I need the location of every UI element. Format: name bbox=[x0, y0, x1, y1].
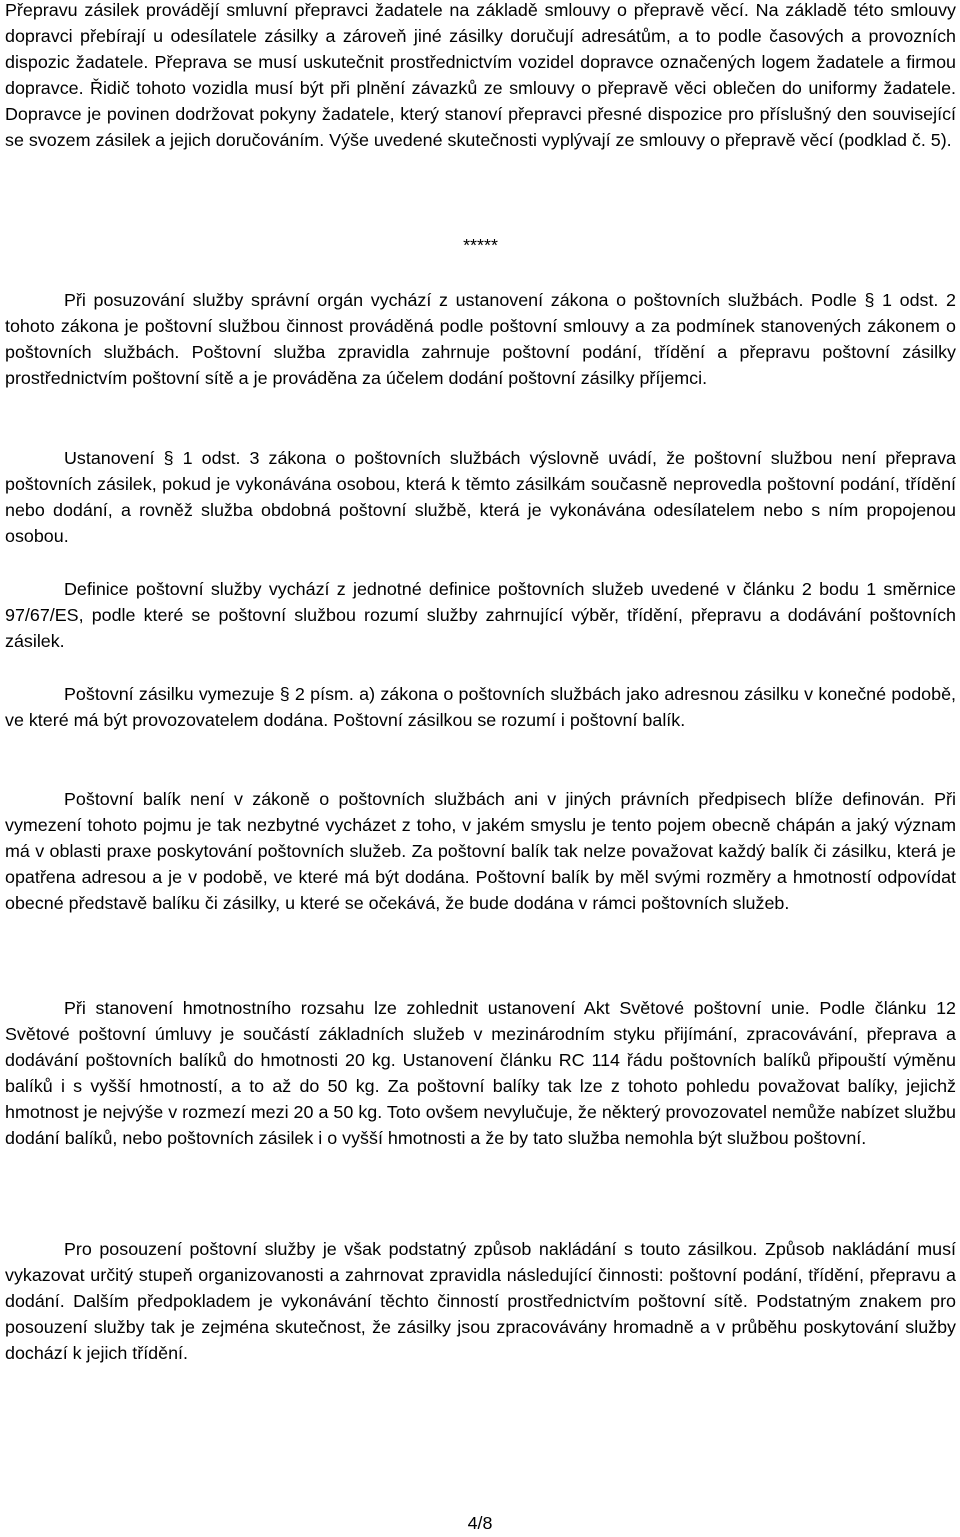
paragraph-directive-definition: Definice poštovní služby vychází z jednotné definice poštovních služeb uvedené v článku 2 bodu 1 směrnice 97/67/ES, podle které se poštovní službou rozumí služby zahrnující výběr, třídění, přepravu a dodávání poštovních zásilek. bbox=[5, 579, 956, 651]
section-separator: ***** bbox=[463, 235, 498, 255]
paragraph-postal-parcel: Poštovní balík není v zákoně o poštovních službách ani v jiných právních předpisech blíže definován. Při vymezení tohoto pojmu je tak nezbytné vycházet z toho, v jakém smyslu je tento pojem obecně chápán a jaký význam má v oblasti praxe poskytování poštovních služeb. Za poštovní balík tak nelze považovat každý balík či zásilku, která je opatřena adresou a je v podobě, ve které má být dodána. Poštovní balík by měl svými rozměry a hmotností odpovídat obecné představě balíku či zásilky, u které se očekává, že bude dodána v rámci poštovních služeb. bbox=[5, 789, 956, 913]
paragraph-postal-service-exclusion: Ustanovení § 1 odst. 3 zákona o poštovních službách výslovně uvádí, že poštovní službou není přeprava poštovních zásilek, pokud je vykonávána osobou, která k těmto zásilkám současně neprovedla poštovní podání, třídění nebo dodání, a rovněž služba obdobná poštovní službě, která je vykonávána odesílatelem nebo s ním propojenou osobou. bbox=[5, 448, 956, 546]
page-number: 4/8 bbox=[467, 1513, 493, 1533]
paragraph-postal-item: Poštovní zásilku vymezuje § 2 písm. a) zákona o poštovních službách jako adresnou zásilku v konečné podobě, ve které má být provozovatelem dodána. Poštovní zásilkou se rozumí i poštovní balík. bbox=[5, 684, 956, 730]
paragraph-postal-service-definition: Při posuzování služby správní orgán vychází z ustanovení zákona o poštovních službách. Podle § 1 odst. 2 tohoto zákona je poštovní službou činnost prováděná podle poštovní smlouvy a za podmínek stanovených zákonem o poštovních službách. Poštovní služba zpravidla zahrnuje poštovní podání, třídění a přepravu poštovní zásilky prostřednictvím poštovní sítě a je prováděna za účelem dodání poštovní zásilky příjemci. bbox=[5, 290, 956, 388]
paragraph-carrier-transport: Přepravu zásilek provádějí smluvní přepravci žadatele na základě smlouvy o přepravě věcí. Na základě této smlouvy dopravci přebírají u odesílatele zásilky a zároveň jiné zásilky doručují adresátům, a to podle časových a provozních dispozic žadatele. Přeprava se musí uskutečnit prostřednictvím vozidel dopravce označených logem žadatele a firmou dopravce. Řidič tohoto vozidla musí být při plnění závazků ze smlouvy o přepravě věci oblečen do uniformy žadatele. Dopravce je povinen dodržovat pokyny žadatele, který stanoví přepravci přesné dispozice pro příslušný den související se svozem zásilek a jejich doručováním. Výše uvedené skutečnosti vyplývají ze smlouvy o přepravě věcí (podklad č. 5). bbox=[5, 0, 956, 150]
paragraph-weight-range: Při stanovení hmotnostního rozsahu lze zohlednit ustanovení Akt Světové poštovní unie. Podle článku 12 Světové poštovní úmluvy je součástí základních služeb v mezinárodním styku přijímání, zpracovávání, přeprava a dodávání poštovních balíků do hmotnosti 20 kg. Ustanovení článku RC 114 řádu poštovních balíků připouští výměnu balíků i s vyšší hmotností, a to až do 50 kg. Za poštovní balíky tak lze z tohoto pohledu považovat balíky, jejichž hmotnost je nejvýše v rozmezí mezi 20 a 50 kg. Toto ovšem nevylučuje, že některý provozovatel nemůže nabízet službu dodání balíků, nebo poštovních zásilek i o vyšší hmotnosti a že by tato služba nemohla být službou poštovní. bbox=[5, 998, 956, 1148]
paragraph-assessment: Pro posouzení poštovní služby je však podstatný způsob nakládání s touto zásilkou. Způsob nakládání musí vykazovat určitý stupeň organizovanosti a zahrnovat zpravidla následující činnosti: poštovní podání, třídění, přepravu a dodání. Dalším předpokladem je vykonávání těchto činností prostřednictvím poštovní sítě. Podstatným znakem pro posouzení služby tak je zejména skutečnost, že zásilky jsou zpracovávány hromadně a v průběhu poskytování služby dochází k jejich třídění. bbox=[5, 1239, 956, 1363]
